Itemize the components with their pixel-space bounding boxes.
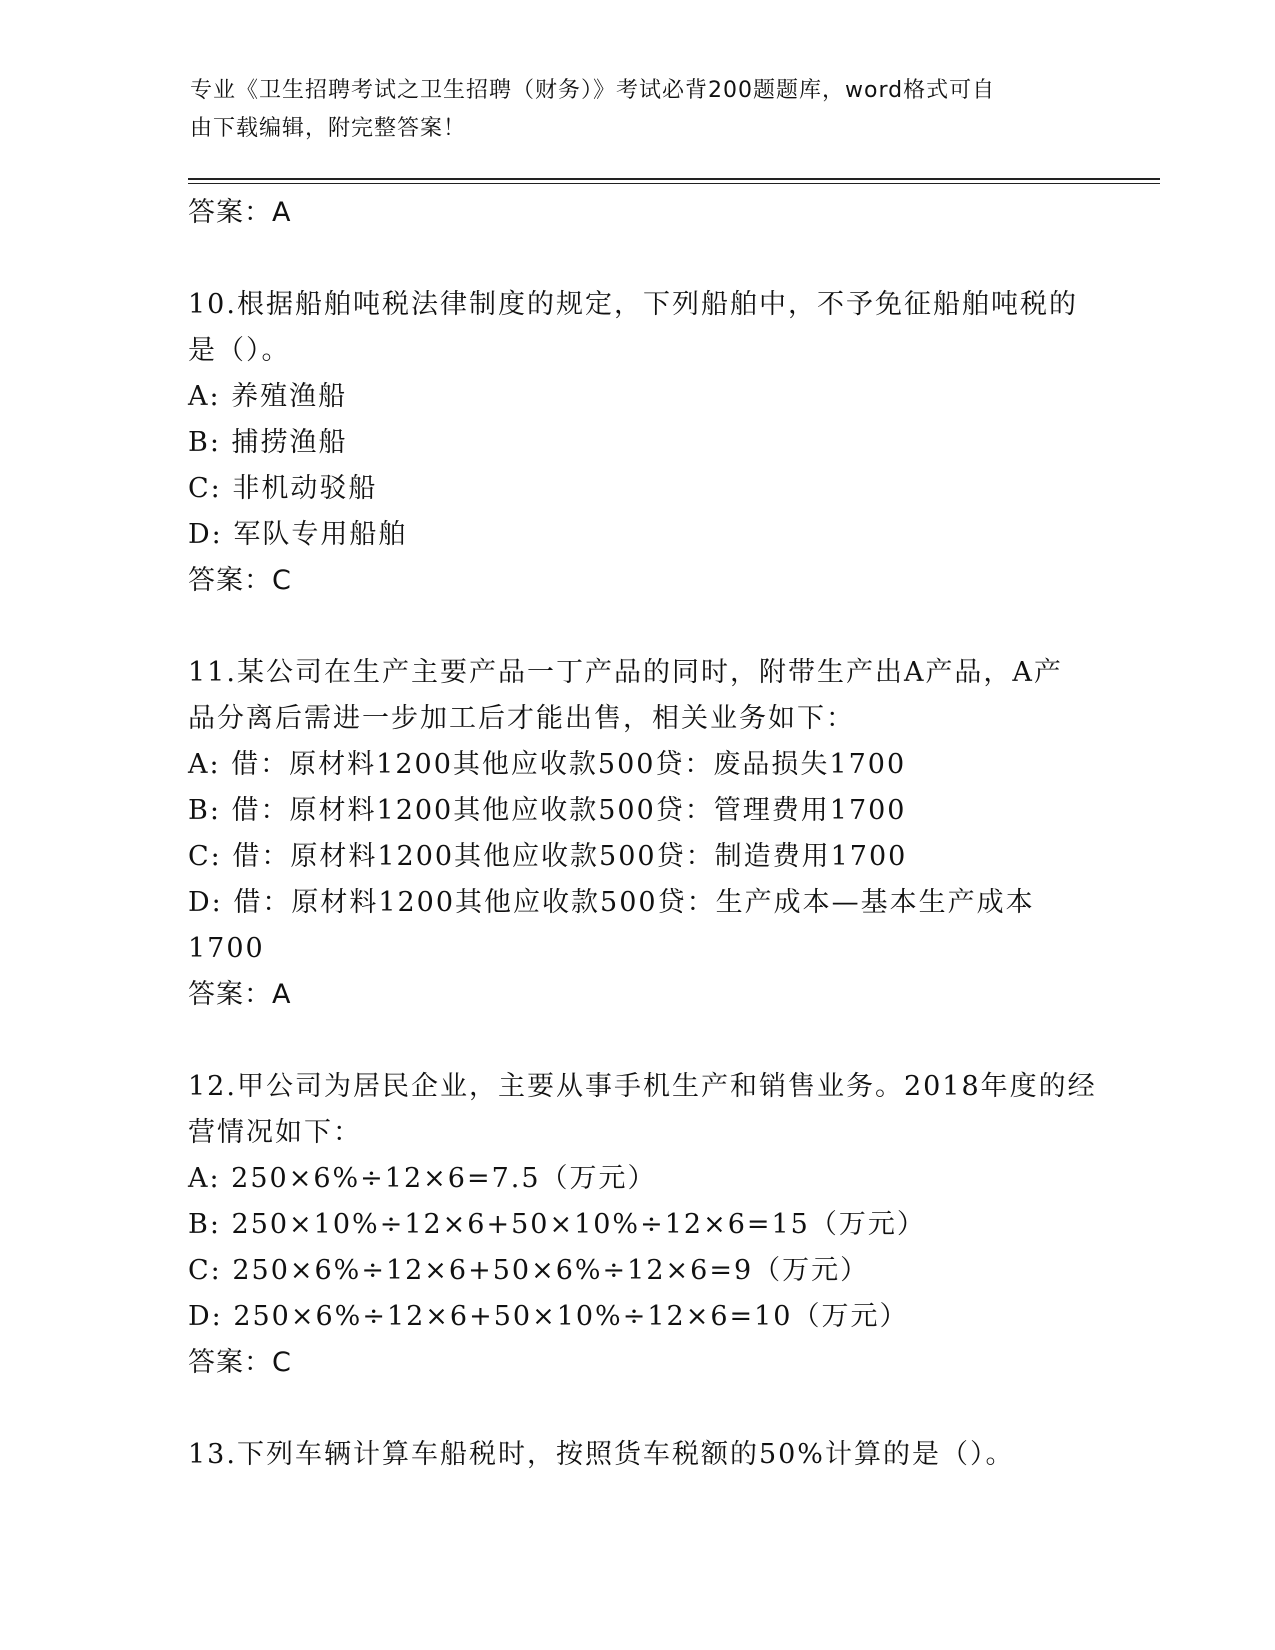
option-b: B: 捕捞渔船 (188, 427, 348, 458)
question-13 (188, 1432, 1088, 1478)
question-stem: 13.下列车辆计算车船税时，按照货车税额的50%计算的是（）。 (188, 1439, 1015, 1470)
document-header (190, 72, 1090, 148)
question-stem: 11.某公司在生产主要产品一丁产品的同时，附带生产出A产品，A产 (188, 657, 1063, 688)
option-c: C: 非机动驳船 (188, 473, 378, 504)
option-d: D: 250×6%÷12×6+50×10%÷12×6=10（万元） (188, 1301, 909, 1332)
header-rule-thin (188, 183, 1160, 184)
header-rule-thick (188, 178, 1160, 180)
option-b: B: 借：原材料1200其他应收款500贷：管理费用1700 (188, 795, 907, 826)
answer-label: 答案：A (188, 979, 292, 1010)
question-stem: 10.根据船舶吨税法律制度的规定，下列船舶中，不予免征船舶吨税的 (188, 289, 1078, 320)
option-a: A: 养殖渔船 (188, 381, 348, 412)
header-line-1: 专业《卫生招聘考试之卫生招聘（财务）》考试必背200题题库，word格式可自 (190, 78, 996, 103)
question-11 (188, 650, 1088, 1018)
option-a: A: 借：原材料1200其他应收款500贷：废品损失1700 (188, 749, 907, 780)
option-a: A: 250×6%÷12×6=7.5（万元） (188, 1163, 657, 1194)
option-c: C: 250×6%÷12×6+50×6%÷12×6=9（万元） (188, 1255, 870, 1286)
option-b: B: 250×10%÷12×6+50×10%÷12×6=15（万元） (188, 1209, 926, 1240)
question-stem-cont: 营情况如下： (188, 1117, 362, 1148)
answer-label: 答案：C (188, 565, 292, 596)
option-d-cont: 1700 (188, 933, 265, 964)
question-stem-cont: 品分离后需进一步加工后才能出售，相关业务如下： (188, 703, 855, 734)
header-line-2: 由下载编辑，附完整答案！ (190, 116, 467, 141)
option-c: C: 借：原材料1200其他应收款500贷：制造费用1700 (188, 841, 908, 872)
answer-label: 答案：C (188, 1347, 292, 1378)
answer-label: 答案：A (188, 197, 292, 228)
question-list (188, 190, 1097, 1478)
option-d: D: 军队专用船舶 (188, 519, 408, 550)
question-10 (188, 282, 1088, 604)
question-stem: 12.甲公司为居民企业，主要从事手机生产和销售业务。2018年度的经 (188, 1071, 1097, 1102)
question-12 (188, 1064, 1097, 1386)
question-stem-cont: 是（）。 (188, 335, 291, 366)
option-d: D: 借：原材料1200其他应收款500贷：生产成本—基本生产成本 (188, 887, 1035, 918)
